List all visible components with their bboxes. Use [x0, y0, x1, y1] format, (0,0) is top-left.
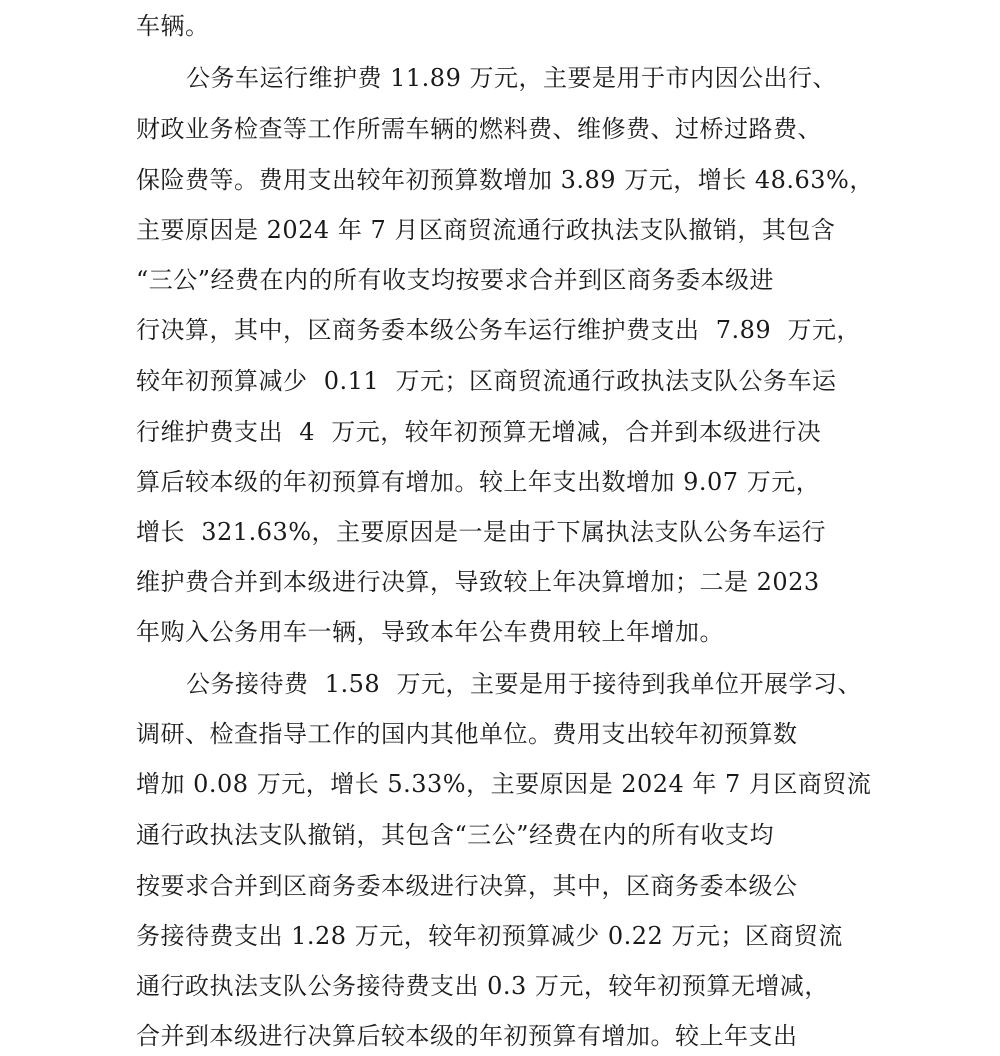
paragraph-line: 通行政执法支队公务接待费支出 0.3 万元，较年初预算无增减，: [136, 972, 829, 1000]
paragraph-line: 增加 0.08 万元，增长 5.33%，主要原因是 2024 年 7 月区商贸流: [136, 770, 872, 798]
paragraph-line: 车辆。: [136, 12, 210, 40]
paragraph-line: “三公”经费在内的所有收支均按要求合并到区商务委本级进: [136, 266, 775, 294]
paragraph-line: 增长 321.63%，主要原因是一是由于下属执法支队公务车运行: [136, 518, 827, 546]
paragraph-line: 财政业务检查等工作所需车辆的燃料费、维修费、过桥过路费、: [136, 115, 822, 143]
paragraph-line: 较年初预算减少 0.11 万元；区商贸流通行政执法支队公务车运: [136, 367, 837, 395]
paragraph-line: 主要原因是 2024 年 7 月区商贸流通行政执法支队撤销，其包含: [136, 216, 836, 244]
paragraph-line: 行决算，其中，区商务委本级公务车运行维护费支出 7.89 万元，: [136, 316, 861, 344]
paragraph-line: 保险费等。费用支出较年初预算数增加 3.89 万元，增长 48.63%，: [136, 166, 874, 194]
paragraph-line: 通行政执法支队撤销，其包含“三公”经费在内的所有收支均: [136, 821, 775, 849]
paragraph-line: 年购入公务用车一辆，导致本年公车费用较上年增加。: [136, 618, 724, 646]
paragraph-line: 行维护费支出 4 万元，较年初预算无增减，合并到本级进行决: [136, 418, 822, 446]
paragraph-line: 务接待费支出 1.28 万元，较年初预算减少 0.22 万元；区商贸流: [136, 922, 843, 950]
paragraph-line: 按要求合并到区商务委本级进行决算，其中，区商务委本级公: [136, 872, 798, 900]
paragraph-line: 维护费合并到本级进行决算，导致较上年决算增加；二是 2023: [136, 568, 820, 596]
paragraph-line: 公务接待费 1.58 万元，主要是用于接待到我单位开展学习、: [186, 670, 862, 698]
paragraph-line: 公务车运行维护费 11.89 万元，主要是用于市内因公出行、: [186, 64, 837, 92]
paragraph-line: 合并到本级进行决算后较本级的年初预算有增加。较上年支出: [136, 1022, 798, 1050]
paragraph-line: 算后较本级的年初预算有增加。较上年支出数增加 9.07 万元，: [136, 468, 821, 496]
paragraph-line: 调研、检查指导工作的国内其他单位。费用支出较年初预算数: [136, 720, 798, 748]
